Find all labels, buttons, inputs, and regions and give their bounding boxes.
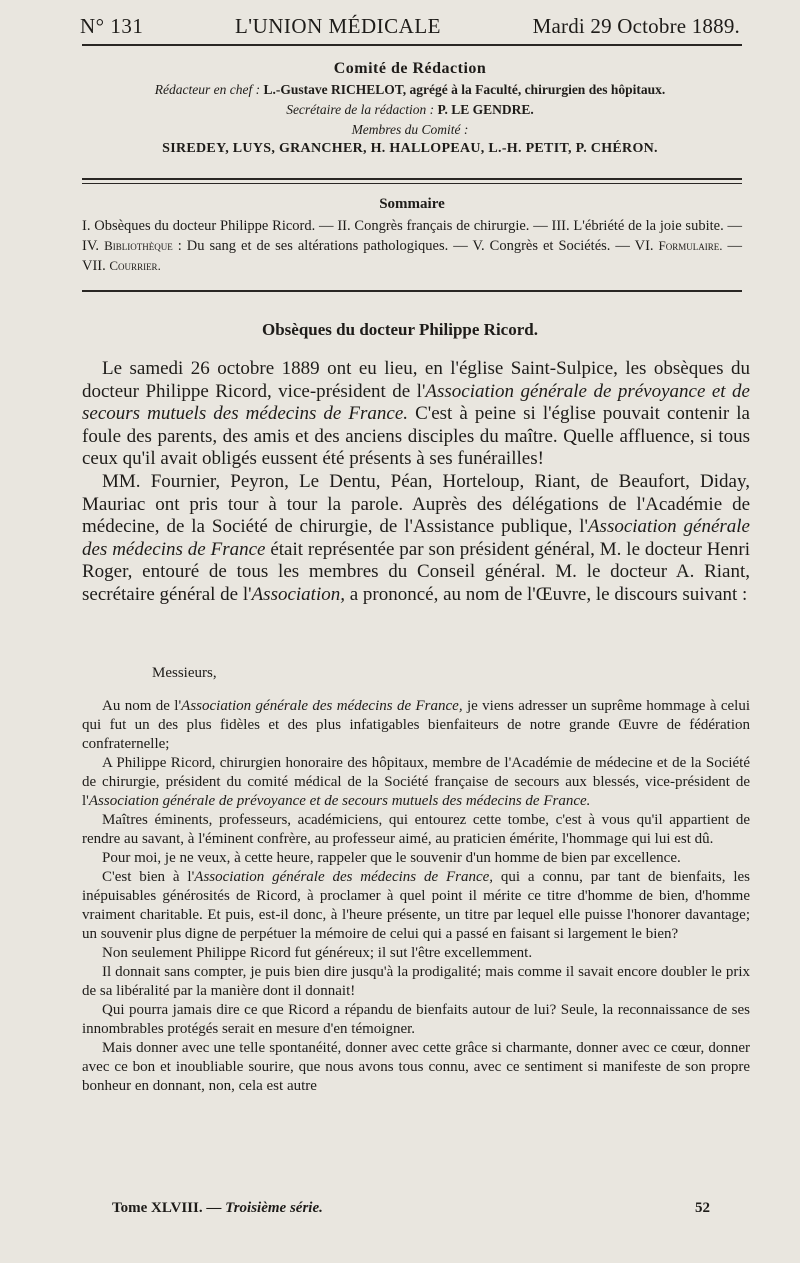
speech-paragraph-2: A Philippe Ricord, chirurgien honoraire des hôpitaux, membre de l'Académie de médecine et de la Société de chirurgie, président du comité médical de la Société française de secours aux blessés, vice-président de l'Association générale de prévoyance et de secours mutuels des médecins de France. <box>82 755 750 809</box>
sommaire-item-7-prefix: — VII. <box>82 238 743 274</box>
members-label: Membres du Comité : <box>351 122 469 137</box>
secretary-label: Secrétaire de la rédaction : <box>286 102 435 117</box>
secretary-line <box>80 102 740 118</box>
secretary-name: P. LE GENDRE. <box>437 102 534 117</box>
sommaire-items-1-3: I. Obsèques du docteur Philippe Ricord. — II. Congrès français de chirurgie. — III. L'ébriété de la joie subite. — IV. <box>82 218 742 254</box>
chief-editor-label: Rédacteur en chef : <box>154 82 261 97</box>
issue-date: Mardi 29 Octobre 1889. <box>532 14 740 38</box>
sommaire-item-formulaire: Formulaire. <box>658 238 723 253</box>
header-rule <box>82 44 742 46</box>
sommaire-items-4-6: : Du sang et de ses altérations pathologiques. — V. Congrès et Sociétés. — VI. <box>177 238 654 254</box>
article-lead <box>82 358 750 607</box>
chief-editor-name: L.-Gustave RICHELOT, agrégé à la Faculté, chirurgien des hôpitaux. <box>263 82 666 97</box>
speech-paragraph-4: Pour moi, je ne veux, à cette heure, rappeler que le souvenir d'un homme de bien par excellence. <box>102 850 681 866</box>
page-header <box>80 14 740 39</box>
committee-rule-bottom <box>82 183 742 184</box>
speech-paragraph-3: Maîtres éminents, professeurs, académiciens, qui entourez cette tombe, c'est à vous qu'il appartient de rendre au savant, à l'éminent confrère, au professeur aimé, au praticien émérite, l'hommage qui lui est dû. <box>82 812 750 847</box>
lead-paragraph-1: Le samedi 26 octobre 1889 ont eu lieu, en l'église Saint-Sulpice, les obsèques du docteur Philippe Ricord, vice-président de l'Association générale de prévoyance et de secours mutuels des médecins de France. C'est à peine si l'église pouvait contenir la foule des parents, des amis et des anciens disciples du maître. Quelle affluence, si tous ceux qu'il avait obligés eussent été présents à ses funérailles! <box>82 358 750 470</box>
speech-paragraph-6: Non seulement Philippe Ricord fut généreux; il sut l'être excellemment. <box>102 945 533 961</box>
journal-title: L'UNION MÉDICALE <box>234 14 441 38</box>
issue-number: N° 131 <box>80 14 144 38</box>
speech-paragraph-1: Au nom de l'Association générale des médecins de France, je viens adresser un suprême hommage à celui qui fut un des plus fidèles et des plus infatigables bienfaiteurs de notre grande Œuvre de fédération confraternelle; <box>82 698 751 752</box>
speech-paragraph-7: Il donnait sans compter, je puis bien dire jusqu'à la prodigalité; mais comme il savait encore doubler le prix de sa libéralité par la manière dont il donnait! <box>82 964 750 999</box>
editorial-committee <box>80 60 740 157</box>
speech-paragraph-8: Qui pourra jamais dire ce que Ricord a répandu de bienfaits autour de lui? Seule, la reconnaissance de ses innombrables protégés serait en mesure d'en témoigner. <box>82 1002 750 1037</box>
committee-rule-top <box>82 178 742 180</box>
sommaire-title: Sommaire <box>379 196 445 212</box>
members-list: SIREDEY, LUYS, GRANCHER, H. HALLOPEAU, L.-H. PETIT, P. CHÉRON. <box>162 141 658 156</box>
lead-paragraph-2: MM. Fournier, Peyron, Le Dentu, Péan, Horteloup, Riant, de Beaufort, Diday, Mauriac ont pris tour à tour la parole. Auprès des délégations de l'Académie de médecine, de la Société de chirurgie, de l'Assistance publique, l'Association générale des médecins de France était représentée par son président général, M. le docteur Henri Roger, entouré de tous les membres du Conseil général. M. le docteur A. Riant, secrétaire général de l'Association, a prononcé, au nom de l'Œuvre, le discours suivant : <box>82 470 750 605</box>
page-footer <box>112 1200 710 1217</box>
volume-info: Tome XLVIII. — Troisième série. <box>112 1200 323 1216</box>
committee-title: Comité de Rédaction <box>333 60 487 77</box>
sommaire-body <box>82 217 742 276</box>
article-title: Obsèques du docteur Philippe Ricord. <box>262 320 538 339</box>
chief-editor-line <box>80 82 740 98</box>
speech-text <box>82 664 750 1096</box>
speech-salutation: Messieurs, <box>152 665 217 681</box>
sommaire-rule <box>82 290 742 292</box>
table-of-contents <box>82 196 742 276</box>
speech-paragraph-5: C'est bien à l'Association générale des médecins de France, qui a connu, par tant de bienfaits, les inépuisables générosités de Ricord, à proclamer à quel point il mérite ce titre d'homme de bien, d'homme vraiment charitable. Et puis, est-il donc, à l'heure présente, un titre par lequel elle puisse l'honorer davantage; un souvenir plus digne de perpétuer la mémoire de celui qui a passé en faisant si largement le bien? <box>82 869 750 942</box>
speech-paragraph-9: Mais donner avec une telle spontanéité, donner avec cette grâce si charmante, donner avec ce cœur, donner avec ce bon et inoubliable sourire, que nous avons tous connu, avec ce sentiment si manifeste de son propre bonheur en donnant, non, cela est autre <box>82 1040 750 1094</box>
sommaire-item-bibliotheque: Bibliothèque <box>104 238 173 253</box>
page-number: 52 <box>695 1200 710 1216</box>
sommaire-item-courrier: Courrier. <box>109 258 161 273</box>
